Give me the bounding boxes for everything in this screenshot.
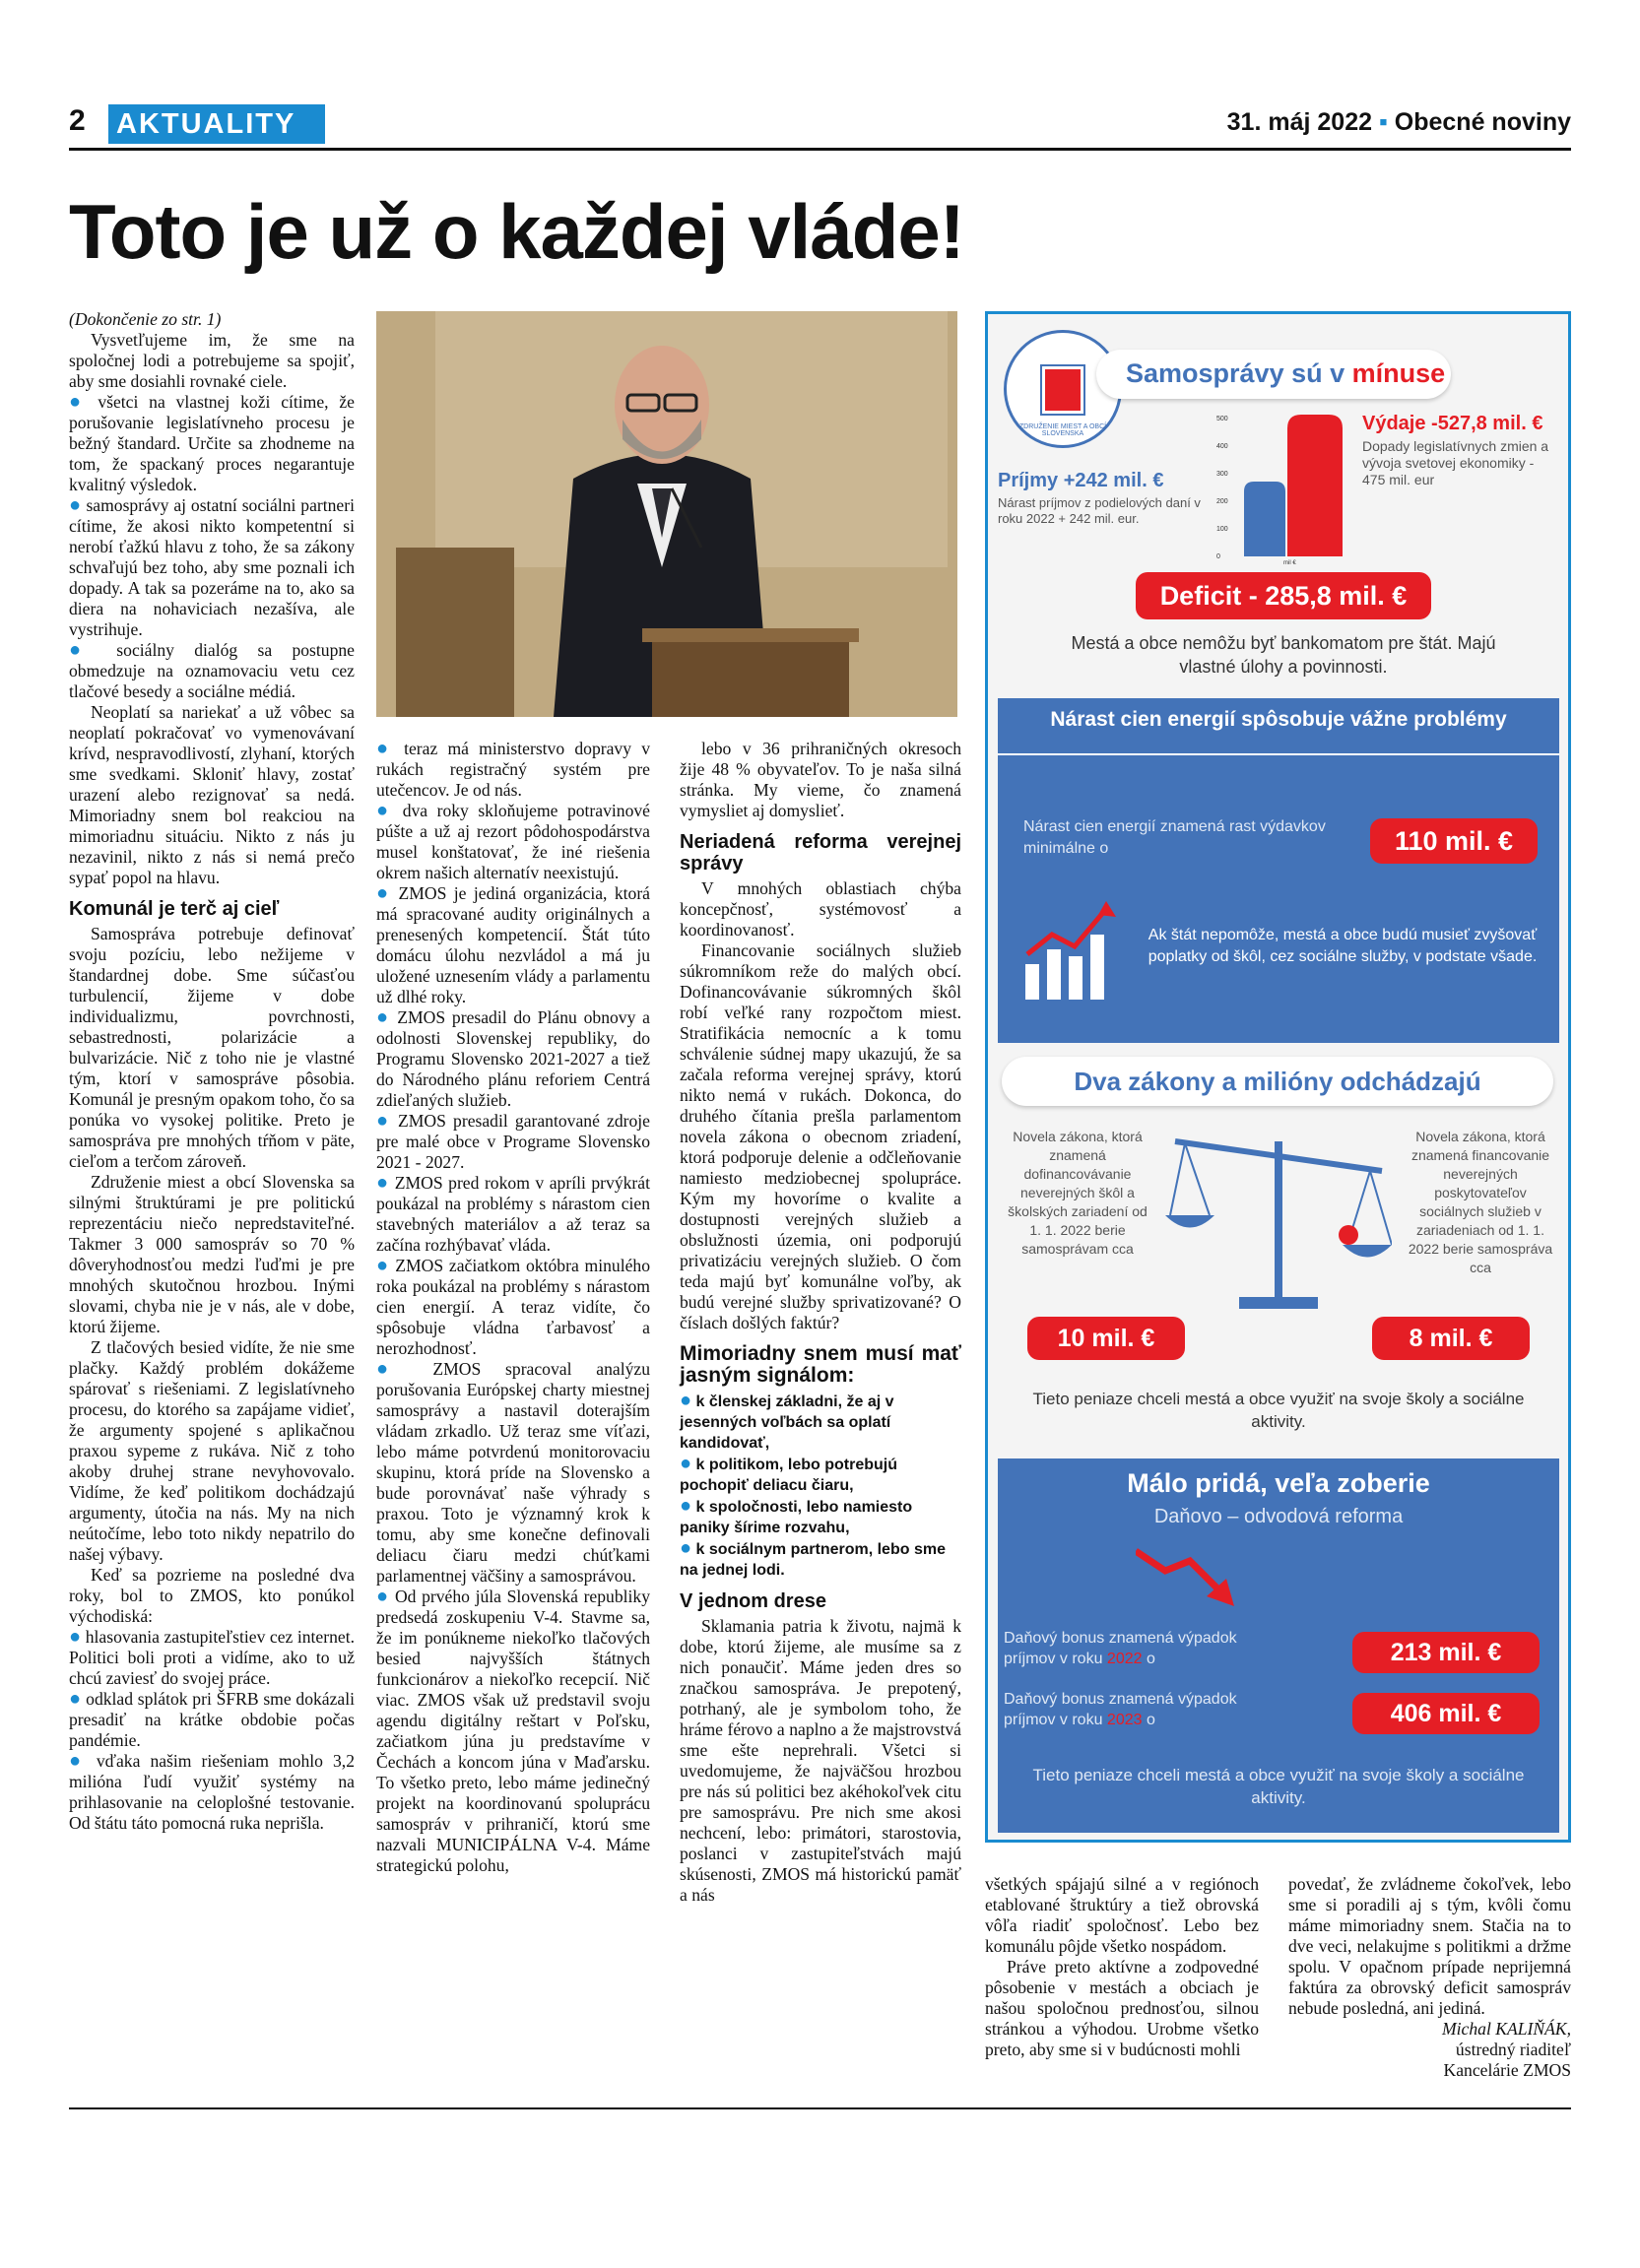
section-title: Samosprávy sú v mínuse: [1096, 350, 1451, 399]
law-right-value: 8 mil. €: [1372, 1317, 1530, 1360]
tax-title: Málo pridá, veľa zoberie: [1127, 1468, 1430, 1498]
bullet-item: ● sociálny dialóg sa postupne obmedzuje na oznamovaciu vetu cez tlačové besedy a sociálne médiá.: [69, 639, 355, 701]
bullet-icon: ●: [376, 1255, 390, 1276]
bullet-item: ● k členskej základni, že aj v jesenných voľbách sa oplatí kandidovať,: [680, 1390, 894, 1452]
energy-desc: Nárast cien energií znamená rast výdavkov minimálne o: [1023, 818, 1326, 857]
chart-x-label: mil €: [1283, 560, 1296, 566]
bullet-icon: ●: [376, 882, 392, 904]
chart-tick-label: 400: [1216, 443, 1228, 450]
bullet-item: ● všetci na vlastnej koži cítime, že porušovanie legislatívneho procesu je bežný štandard. Určite sa zhodneme na tom, že spackaný proces negarantuje kvalitný výsledok.: [69, 391, 355, 494]
income-desc: Nárast príjmov z podielových daní v roku 2022 + 242 mil. eur.: [998, 495, 1201, 526]
law-right-text: Novela zákona, ktorá znamená financovanie neverejných poskytovateľov sociálnych služieb v zariadeniach od 1. 1. 2022 berie samospráva cca: [1408, 1129, 1553, 1275]
paragraph: Samospráva potrebuje definovať svoju pozíciu, lebo nežijeme v štandardnej dobe. Sme súčasťou turbulencií, žijeme v dobe individualizmu, povrchnosti, sebastrednosti, polarizácie a bulvarizácie. Nič z toho nie je vlastné tým, ktorí v samospráve pôsobia. Komunál je presným opakom toho, čo sa ponúka vo vysokej politike. Preto je samospráva pre mnohých tŕňom v päte, cieľom a terčom zároveň.: [69, 924, 355, 1171]
paragraph: Keď sa pozrieme na posledné dva roky, bol to ZMOS, kto ponúkol východiská:: [69, 1565, 355, 1626]
bullet-icon: ●: [376, 1110, 391, 1132]
bullet-item: ● ZMOS je jediná organizácia, ktorá má spracované audity originálnych a prenesených kompetencií. Štát túto domácu úlohu nezvládol a má ju uložené uznesením vlády a parlamentu už dlhé roky.: [376, 882, 650, 1006]
infographic: [985, 311, 1571, 1843]
bullet-icon: ●: [69, 1750, 87, 1772]
page-number: 2: [69, 104, 86, 137]
bullet-item: ● ZMOS začiatkom októbra minulého roka poukázal na problémy s nárastom cien energií. A teraz vidíte, čo spôsobuje vládna ťarbavosť a nerozhodnosť.: [376, 1255, 650, 1358]
column-4: [985, 1874, 1259, 2060]
laws-title: Dva zákony a milióny odchádzajú: [1002, 1057, 1553, 1106]
expense-bar: [1287, 415, 1343, 556]
income-bar: [1244, 482, 1285, 556]
law-left-text: Novela zákona, ktorá znamená dofinancovávanie neverejných škôl a školských zariadení od 1. 1. 2022 berie samosprávam cca: [1008, 1129, 1148, 1257]
column-2: [376, 739, 650, 1876]
column-5: [1288, 1874, 1571, 2081]
bullet-item: ● k spoločnosti, lebo namiesto paniky šírime rozvahu,: [680, 1495, 913, 1536]
energy-note: Ak štát nepomôže, mestá a obce budú musieť zvyšovať poplatky od škôl, cez sociálne služby, v podstate všade.: [1148, 927, 1538, 965]
paragraph: Sklamania patria k životu, najmä k dobe, ktorú žijeme, ale musíme sa z nich ponaučiť. Máme jeden dres so značkou samospráva. Je prepotený, potrhaný, ale je symbolom toho, že hráme férovo a naplno a že majstrovstvá sme ešte neprehrali. Všetci si uvedomujeme, že najväčšou hrozbou pre nás sú politici bez akéhokoľvek citu pre samosprávu. Pre nich sme akosi nechcení, lebo: primátori, starostovia, poslanci v zastupiteľstvách majú skúsenosti, ZMOS má historickú pamäť a nás: [680, 1616, 961, 1905]
logo-text: ZDRUŽENIE MIEST A OBCÍ SLOVENSKA: [1018, 423, 1107, 437]
bullet-item: ● hlasovania zastupiteľstiev cez internet. Politici boli proti a vidíme, ako to už chcú zaviesť do svojej práce.: [69, 1626, 355, 1688]
coat-of-arms-icon: [1042, 366, 1083, 414]
chart-tick-label: 0: [1216, 553, 1220, 560]
law-left-value: 10 mil. €: [1027, 1317, 1185, 1360]
subheading: V jednom drese: [680, 1590, 826, 1612]
bullet-item: ● ZMOS pred rokom v apríli prvýkrát poukázal na problémy s nárastom cien stavebných materiálov a až teraz sa začína rozhýbavať vláda.: [376, 1172, 650, 1255]
paragraph: lebo v 36 prihraničných okresoch žije 48 % obyvateľov. To je naša silná stránka. My vieme, čo znamená vymysliet aj domyslieť.: [680, 739, 961, 820]
bullet-item: ● k sociálnym partnerom, lebo sme na jednej lodi.: [680, 1537, 946, 1579]
tax-2023-text: Daňový bonus znamená výpadok príjmov v roku 2023 o: [1004, 1691, 1237, 1728]
chart-tick-label: 500: [1216, 416, 1228, 422]
bullet-item: ● samosprávy aj ostatní sociálni partneri cítime, že akosi nikto kompetentní si nerobí ťažkú hlavu z toho, že sa zákony schvaľujú bez toho, aby sme poznali ich dopady. A tak sa pozeráme na to, ako sa diera na nohaviciach nezašíva, ale vystrihuje.: [69, 494, 355, 639]
paper-name: Obecné noviny: [1394, 108, 1571, 136]
column-3: [680, 739, 961, 1906]
paragraph: Práve preto aktívne a zodpovedné pôsobenie v mestách a obciach je našou spoločnou prednosťou, silnou stránkou a výhodou. Urobme všetko preto, aby sme si v budúcnosti mohli: [985, 1957, 1259, 2059]
bullet-item: ● ZMOS presadil garantované zdroje pre malé obce v Programe Slovensko 2021 - 2027.: [376, 1110, 650, 1172]
bullet-item: ● dva roky skloňujeme potravinové púšte a už aj rezort pôdohospodárstva musel konštatovať, že iné riešenia okrem našich alternatív neexistujú.: [376, 800, 650, 882]
energy-panel: [998, 698, 1559, 1043]
issue-date: 31. máj 2022: [1226, 108, 1372, 136]
bullet-item: ● ZMOS presadil do Plánu obnovy a odolnosti Slovenskej republiky, do Programu Slovensko 2021-2027 a tiež do Národného plánu reforiem Centrá zdieľaných služieb.: [376, 1006, 650, 1110]
article-title: Toto je už o každej vláde!: [69, 188, 964, 275]
bullet-icon: ●: [376, 738, 394, 759]
chart-tick-label: 200: [1216, 498, 1228, 505]
author-name: Michal KALIŇÁK,: [1442, 2019, 1571, 2039]
speaker-photo-illustration: [376, 311, 957, 717]
section-label: AKTUALITY: [108, 104, 325, 144]
bullet-icon: ●: [680, 1495, 692, 1517]
bullet-item: ● ZMOS spracoval analýzu porušovania Európskej charty miestnej samosprávy a nastavil doterajším vládam zrkadlo. Už teraz sme víťazi, lebo máme potvrdenú monitorovaciu skupinu, ktorá príde na Slovensko a bude porovnávať naše výhrady s praxou. Toto je významný krok k tomu, aby sme konečne definovali deliacu čiaru medzi chúťkami parlamentnej väčšiny a samosprávou.: [376, 1358, 650, 1586]
bullet-icon: ●: [376, 1586, 390, 1607]
expenses-desc: Dopady legislatívnych zmien a vývoja svetovej ekonomiky - 475 mil. eur: [1362, 438, 1549, 487]
bullet-icon: ●: [680, 1453, 692, 1474]
paragraph: Vysvetľujeme im, že sme na spoločnej lodi a potrebujeme sa spojiť, aby sme dosiahli rovnaké ciele.: [69, 330, 355, 391]
income-expense-chart: [1214, 409, 1362, 566]
subheading: Mimoriadny snem musí mať jasným signálom:: [680, 1342, 961, 1387]
bullet-icon: ●: [376, 800, 394, 821]
laws-panel: [988, 1043, 1568, 1457]
energy-value: 110 mil. €: [1370, 818, 1538, 864]
tax-2022-text: Daňový bonus znamená výpadok príjmov v roku 2022 o: [1004, 1630, 1237, 1667]
paragraph: povedať, že zvládneme čokoľvek, lebo sme si poradili aj s tým, kvôli čomu máme mimoriadny snem. Stačia na to dve veci, nelakujme s politikmi a držme spolu. V opačnom prípade neprijemná faktúra za obrovský deficit samospráv nebude posledná, ani jediná.: [1288, 1874, 1571, 2018]
chart-tick-label: 100: [1216, 526, 1228, 533]
scales-icon: [1165, 1122, 1392, 1319]
subheading: Komunál je terč aj cieľ: [69, 898, 280, 920]
expenses-label: Výdaje -527,8 mil. €: [1362, 413, 1543, 434]
speaker-photo: [376, 311, 957, 717]
bullet-icon: ●: [69, 494, 82, 516]
paragraph: všetkých spájajú silné a v regiónoch etablované štruktúry a tiež obrovská vôľa riadiť spoločnosť. Lebo bez komunálu pôjde všetko nospádom.: [985, 1874, 1259, 1956]
energy-title: Nárast cien energií spôsobuje vážne problémy: [1050, 708, 1507, 731]
subheading: Neriadená reforma verejnej správy: [680, 831, 961, 875]
income-label: Príjmy +242 mil. €: [998, 470, 1164, 491]
bullet-icon: ●: [376, 1006, 391, 1028]
bullet-item: ● teraz má ministerstvo dopravy v rukách registračný systém pre utečencov. Je od nás.: [376, 738, 650, 800]
header-date-paper: [1227, 108, 1571, 137]
bullet-item: ● Od prvého júla Slovenská republiky predsedá zoskupeniu V-4. Stavme sa, že im ponúkneme niekoľko tlačových besied najvyšších štátnych funkcionárov a niekoľko recepcií. Nič viac. ZMOS však už predstavil svoju agendu digitálny reštart v Poľsku, začiatkom júna ju predstavíme v Čechách a koncom júna v Maďarsku. To všetko preto, lebo máme jedinečný projekt na koordinovanú spoluprácu samospráv v prihraničí, ktorú sme nazvali MUNICIPÁLNA V-4. Máme strategickú polohu,: [376, 1586, 650, 1875]
rising-chart-icon: [1017, 895, 1126, 1004]
laws-note: Tieto peniaze chceli mestá a obce využiť na svoje školy a sociálne aktivity.: [1032, 1390, 1525, 1431]
divider: [998, 753, 1559, 755]
header-rule: [69, 148, 1571, 151]
bullet-icon: ●: [680, 1390, 692, 1411]
tax-2022-value: 213 mil. €: [1352, 1632, 1540, 1673]
bullet-icon: ●: [69, 1626, 82, 1648]
falling-arrow-icon: [1136, 1541, 1244, 1610]
deficit-badge: Deficit - 285,8 mil. €: [1136, 572, 1431, 619]
paragraph: V mnohých oblastiach chýba koncepčnosť, systémovosť a koordinovanosť.: [680, 878, 961, 940]
footer-rule: [69, 2107, 1571, 2109]
deficit-note: Mestá a obce nemôžu byť bankomatom pre štát. Majú vlastné úlohy a povinnosti.: [1071, 633, 1496, 677]
column-1: [69, 309, 355, 1834]
tax-subtitle: Daňovo – odvodová reforma: [1153, 1506, 1404, 1527]
bullet-icon: ●: [69, 391, 88, 413]
paragraph: Neoplatí sa nariekať a už vôbec sa neoplatí pokračovať vo vymenovávaní krívd, nespravodlivostí, zlyhaní, ktorých sme svedkami. Skloniť hlavy, zostať urazení alebo rezignovať sa nedá. Mimoriadny snem bol reakciou na mimoriadnu situáciu. Nikto z nás ju nezavinil, nikto z nás si nemá prečo sypať popol na hlavu.: [69, 702, 355, 887]
bullet-icon: ●: [69, 639, 97, 661]
tax-panel: [998, 1458, 1559, 1833]
tax-2023-value: 406 mil. €: [1352, 1693, 1540, 1734]
bullet-item: ● k politikom, lebo potrebujú pochopiť deliacu čiaru,: [680, 1453, 897, 1494]
bullet-icon: ●: [680, 1537, 692, 1559]
bullet-icon: ●: [376, 1358, 409, 1380]
paragraph: Financovanie sociálnych služieb súkromníkom reže do malých obcí. Dofinancovávanie súkromných škôl robí veľké rany rozpočtom miest. Stratifikácia nemocníc a k tomu schválenie súdnej mapy ukazujú, že sa začala reforma verejnej správy, ktorú nikto nemá v rukách. Dokonca, do druhého čítania prešla parlamentom novela zákona o obecnom zriadení, ktorá podporuje delenie a odčleňovanie namiesto medziobecnej spolupráce. Kým my hovoríme o kvalite a dostupnosti verejných služieb a obslužnosti územia, oni podporujú privatizáciu verejných služieb. O čom teda majú byť komunálne voľby, ak budú verejné služby sprivatizované? O číslach došlých faktúr?: [680, 940, 961, 1332]
author-org: Kancelárie ZMOS: [1443, 2060, 1571, 2080]
bullet-item: ● vďaka našim riešeniam mohlo 3,2 milióna ľudí využiť systémy na prihlasovanie na celoplošné testovanie. Od štátu táto pomocná ruka neprišla.: [69, 1750, 355, 1833]
author-role: ústredný riaditeľ: [1455, 2040, 1571, 2059]
bullet-icon: ▪: [1378, 108, 1388, 136]
paragraph: Združenie miest a obcí Slovenska sa silnými štruktúrami je pre politickú reprezentáciu niečo nepredstaviteľné. Takmer 3 000 samospráv so 70 % dôveryhodnosťou medzi ľuďmi je pre mnohých skutočnou hrozbou. Inými slovami, chyba nie je v nás, ale v dobe, ktorú žijeme.: [69, 1172, 355, 1336]
bullet-item: ● odklad splátok pri ŠFRB sme dokázali presadiť na krátke obdobie počas pandémie.: [69, 1688, 355, 1750]
bullet-icon: ●: [376, 1172, 390, 1194]
continuation-note: (Dokončenie zo str. 1): [69, 309, 222, 329]
bullet-icon: ●: [69, 1688, 82, 1710]
tax-note: Tieto peniaze chceli mestá a obce využiť na svoje školy a sociálne aktivity.: [1032, 1766, 1525, 1807]
paragraph: Z tlačových besied vidíte, že nie sme plačky. Každý problém dokážeme spárovať s riešeniami. Z legislatívneho procesu, do ktorého sa zapájame vidieť, že argumenty spojené s aplikačnou praxou sypeme z rukáva. Nič z toho akoby druhej strane nevyhovovalo. Vidíme, že keď politikom dochádzajú argumenty, útočia na nás. My na nich neútočíme, lebo toto nikdy nepatrilo do našej výbavy.: [69, 1337, 355, 1564]
chart-tick-label: 300: [1216, 471, 1228, 478]
